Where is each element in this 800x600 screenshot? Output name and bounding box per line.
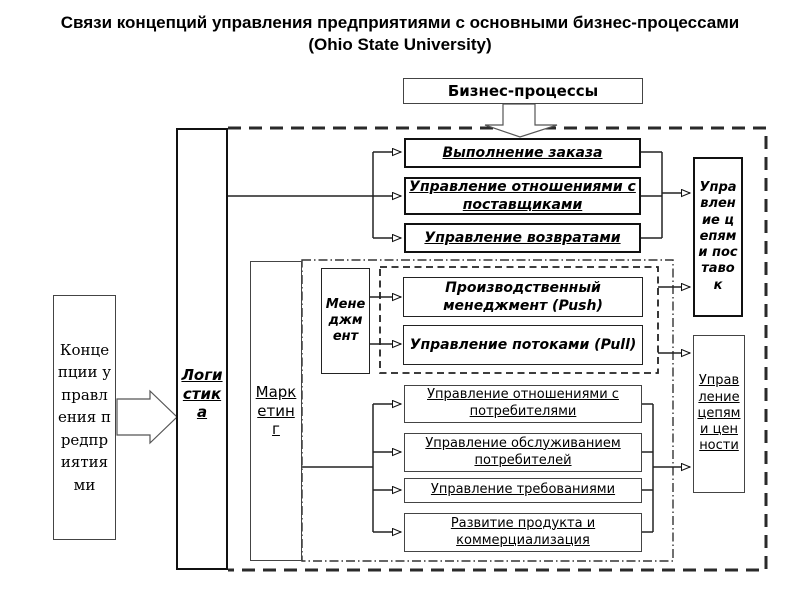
process-customer-service — [404, 433, 642, 472]
process-label: Управление возвратами — [424, 229, 621, 246]
business-processes-label: Бизнес-процессы — [447, 82, 599, 100]
process-label: Управление отношениями с потребителями — [427, 387, 619, 419]
process-customer-relationship — [404, 385, 642, 423]
process-product-development — [404, 513, 642, 552]
logistics-label: Логистика — [181, 365, 223, 422]
process-label: Производственный менеджмент (Push) — [443, 279, 603, 314]
slide-title: Связи концепций управления предприятиями с основными бизнес-процессами (Ohio State University) — [60, 13, 740, 54]
process-label: Выполнение заказа — [442, 144, 603, 161]
down-block-arrow — [485, 104, 557, 137]
logistics-column — [176, 128, 228, 570]
supply-chain-label: Управление цепями поставок — [698, 180, 738, 293]
process-label: Управление обслуживанием потребителей — [425, 435, 621, 468]
process-order-fulfillment — [404, 138, 641, 168]
management-label: Менеджмент — [325, 296, 366, 345]
supply-chain-box — [693, 157, 743, 317]
process-push-production — [403, 277, 643, 317]
value-chain-box — [693, 335, 745, 493]
business-processes-box — [403, 78, 643, 104]
concepts-source-box — [53, 295, 116, 540]
process-label: Управление отношениями с поставщиками — [409, 178, 636, 213]
process-label: Управление потоками (Pull) — [409, 336, 637, 353]
concepts-source-label: Концепции управления предприятиями — [57, 340, 112, 494]
process-pull-flow — [403, 325, 643, 365]
right-block-arrow — [117, 391, 177, 443]
process-label: Управление требованиями — [430, 482, 616, 498]
marketing-label: Маркетинг — [255, 382, 297, 439]
marketing-column — [250, 261, 302, 561]
process-returns-management — [404, 223, 641, 253]
process-demand-management — [404, 478, 642, 503]
management-box — [321, 268, 370, 374]
process-supplier-relationship — [404, 177, 641, 215]
value-chain-label: Управление цепями ценности — [697, 373, 741, 454]
process-label: Развитие продукта и коммерциализация — [450, 515, 596, 548]
